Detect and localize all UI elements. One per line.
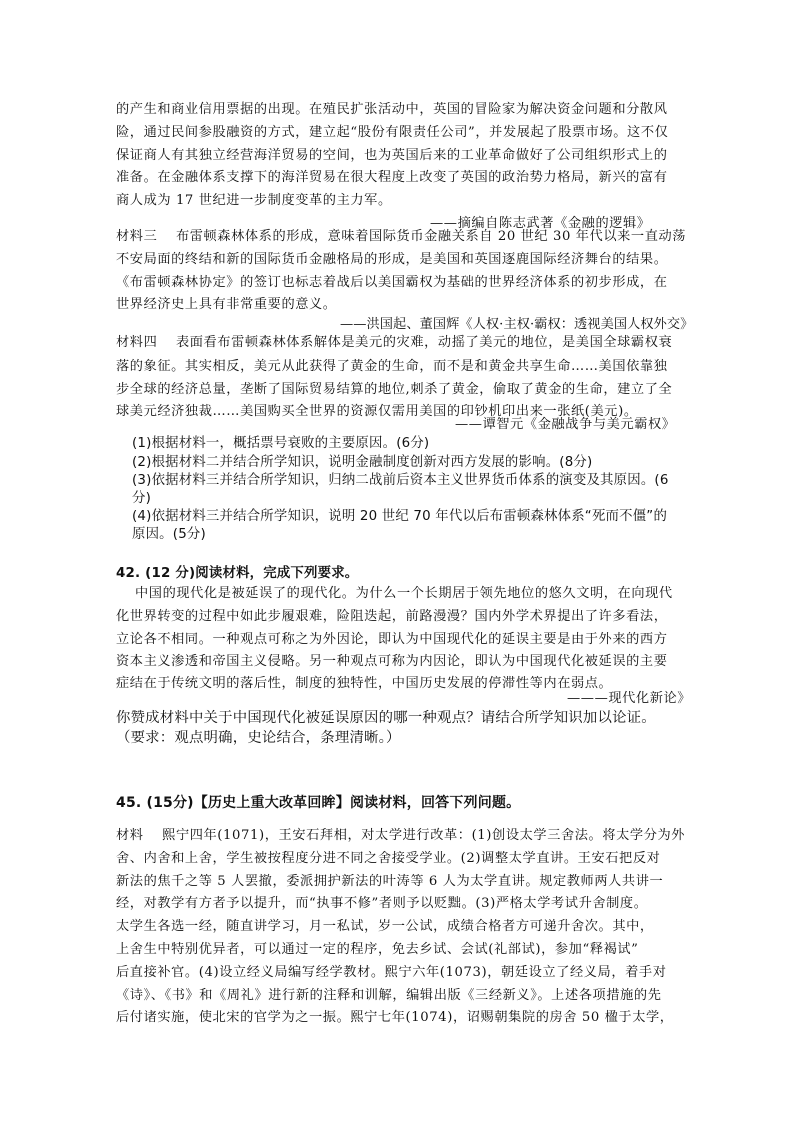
question-42-prompt: 你赞成材料中关于中国现代化被延误原因的哪一种观点？请结合所学知识加以论证。	[116, 710, 656, 726]
text-line: 后直接补官。(4)设立经义局编写经学教材。熙宁六年(1073)，朝廷设立了经义局，着手对	[116, 965, 667, 980]
text-line: 舍、内舍和上舍，学生被按程度分进不同之舍接受学业。(2)调整太学直讲。王安石把反对	[116, 851, 661, 866]
text-line: 立论各不相同。一种观点可称之为外因论，即认为中国现代化的延误主要是由于外来的西方	[116, 632, 668, 647]
source-citation: ——洪国起、董国辉《人权·主权·霸权：透视美国人权外交》	[340, 317, 694, 332]
text-line: 球美元经济独裁……美国购买全世界的资源仅需用美国的印钞机印出来一张纸(美元)。	[116, 404, 638, 419]
text-line: 准备。在金融体系支撑下的海洋贸易在很大程度上改变了英国的政治势力格局，新兴的富有	[116, 170, 668, 185]
question-45-title: 45. (15分)【历史上重大改革回眸】阅读材料，回答下列问题。	[116, 795, 521, 811]
source-citation: ———现代化新论》	[567, 691, 692, 706]
text-line: 材料 熙宁四年(1071)，王安石拜相，对太学进行改革：(1)创设太学三舍法。将太学分为外	[116, 828, 686, 843]
question-42-requirements: （要求：观点明确，史论结合，条理清晰。）	[116, 730, 401, 746]
source-citation: ——摘编自陈志武著《金融的逻辑》	[430, 216, 651, 231]
question-line: (4)依据材料三并结合所学知识，说明 20 世纪 70 年代以后布雷顿森林体系“死而不僵”的	[132, 509, 668, 524]
text-line: 保证商人有其独立经营海洋贸易的空间，也为英国后来的工业革命做好了公司组织形式上的	[116, 148, 668, 163]
text-line: 《布雷顿森林协定》的签订也标志着战后以美国霸权为基础的世界经济体系的初步形成，在	[116, 275, 668, 290]
text-line: 上舍生中特别优异者，可以通过一定的程序，免去乡试、会试(礼部试)，参加“释褐试”	[116, 942, 639, 957]
question-line: 分)	[132, 491, 152, 506]
text-line: 的产生和商业信用票据的出现。在殖民扩张活动中，英国的冒险家为解决资金问题和分散风	[116, 102, 668, 117]
text-line: 经，对教学有方者予以提升，而“执事不修”者则予以贬黜。(3)严格太学考试升舍制度。	[116, 896, 648, 911]
text-line: 症结在于传统文明的落后性，制度的独特性，中国历史发展的停滞性等内在弱点。	[116, 676, 613, 691]
question-42-title: 42. (12 分)阅读材料，完成下列要求。	[116, 566, 359, 581]
question-line: (3)依据材料三并结合所学知识，归纳二战前后资本主义世界货币体系的演变及其原因。(6	[132, 473, 669, 488]
text-line: 中国的现代化是被延误了的现代化。为什么一个长期居于领先地位的悠久文明，在向现代	[135, 586, 673, 601]
question-line: 原因。(5分)	[132, 527, 206, 542]
text-line: 材料三 布雷顿森林体系的形成，意味着国际货币金融关系自 20 世纪 30 年代以来一直动荡	[116, 229, 687, 244]
text-line: 不安局面的终结和新的国际货币金融格局的形成，是美国和英国逐鹿国际经济舞台的结果。	[116, 252, 668, 267]
question-line: (1)根据材料一，概括票号衰败的主要原因。(6分)	[132, 436, 430, 451]
text-line: 新法的焦千之等 5 人罢撤，委派拥护新法的叶涛等 6 人为太学直讲。规定教师两人共讲一	[116, 874, 664, 889]
text-line: 太学生各选一经，随直讲学习，月一私试，岁一公试，成绩合格者方可递升舍次。其中，	[116, 919, 654, 934]
text-line: 材料四 表面看布雷顿森林体系解体是美元的灾难，动摇了美元的地位，是美国全球霸权衰	[116, 335, 673, 350]
text-line: 落的象征。其实相反，美元从此获得了黄金的生命，而不是和黄金共享生命……美国依靠独	[116, 359, 668, 374]
text-line: 《诗》、《书》和《周礼》进行新的注释和训解，编辑出版《三经新义》。上述各项措施的先	[116, 988, 662, 1003]
text-line: 化世界转变的过程中如此步履艰难，险阻迭起，前路漫漫？国内外学术界提出了许多看法，	[116, 609, 668, 624]
text-line: 资本主义渗透和帝国主义侵略。另一种观点可称为内因论，即认为中国现代化被延误的主要	[116, 654, 668, 669]
text-line: 步全球的经济总量，垄断了国际贸易结算的地位,刺杀了黄金，偷取了黄金的生命，建立了全	[116, 382, 673, 397]
source-citation: ——谭智元《金融战争与美元霸权》	[455, 417, 676, 432]
text-line: 险，通过民间参股融资的方式，建立起“股份有限责任公司”，并发展起了股票市场。这不仅	[116, 125, 669, 140]
text-line: 商人成为 17 世纪进一步制度变革的主力军。	[116, 193, 392, 208]
question-line: (2)根据材料二并结合所学知识，说明金融制度创新对西方发展的影响。(8分)	[132, 455, 593, 470]
text-line: 后付诸实施，使北宋的官学为之一振。熙宁七年(1074)，诏赐朝集院的房舍 50 楹于太学，	[116, 1010, 674, 1025]
text-line: 世界经济史上具有非常重要的意义。	[116, 297, 337, 312]
